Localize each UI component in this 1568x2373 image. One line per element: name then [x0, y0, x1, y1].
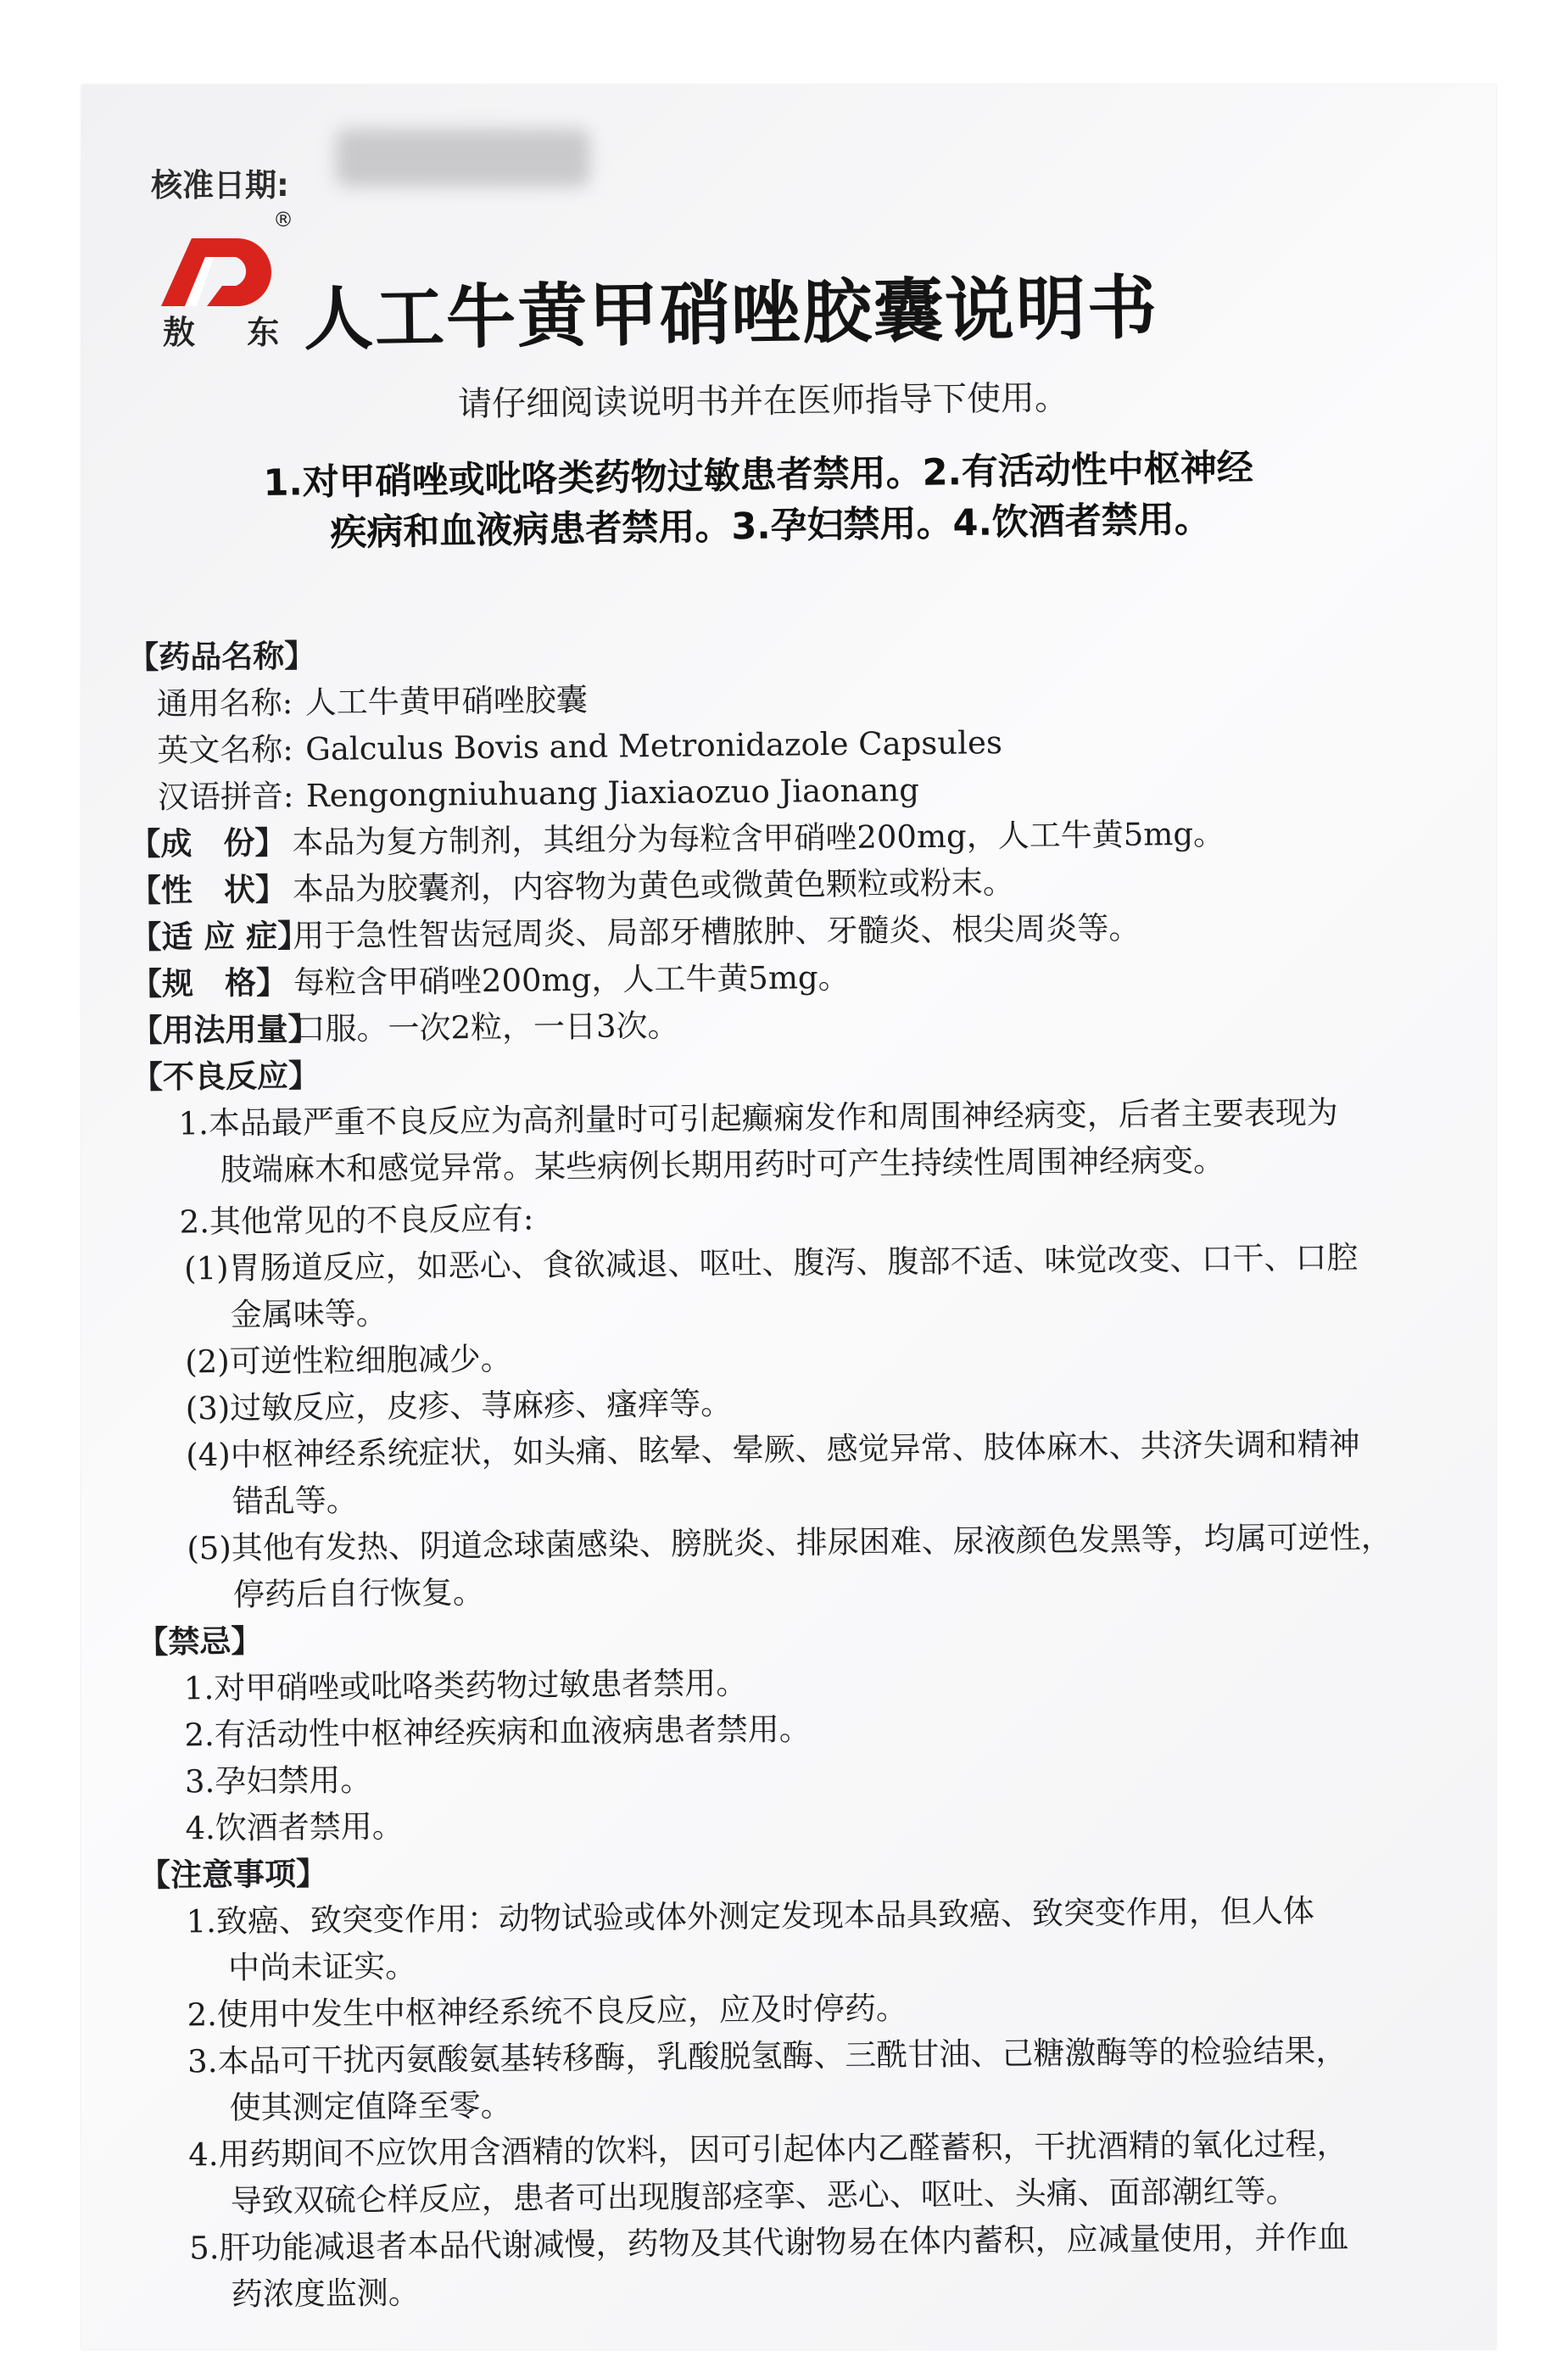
section-heading-adverse: 【不良反应】: [131, 1057, 321, 1096]
english-name-value: Galculus Bovis and Metronidazole Capsules: [305, 724, 1003, 768]
ingredients-value: 本品为复方制剂，其组分为每粒含甲硝唑200mg，人工牛黄5mg。: [292, 815, 1225, 862]
generic-name-value: 人工牛黄甲硝唑胶囊: [304, 681, 588, 721]
contraindication-warning: [263, 442, 1299, 560]
precaution-item-5: 5.肝功能减退者本品代谢减慢，药物及其代谢物易在体内蓄积，应减量使用，并作血: [189, 2219, 1349, 2267]
contra-item: 3.孕妇禁用。: [184, 1762, 372, 1801]
contra-item: 2.有活动性中枢神经疾病和血液病患者禁用。: [184, 1711, 811, 1754]
precaution-item-2: 2.使用中发生中枢神经系统不良反应，应及时停药。: [187, 1990, 908, 2034]
adverse-sub-5-cont: 停药后自行恢复。: [232, 1574, 485, 1613]
adverse-sub-2: (2)可逆性粒细胞减少。: [185, 1340, 512, 1381]
brand-name: 敖 东: [163, 314, 300, 351]
dosage-label: 【用法用量】: [131, 1010, 320, 1049]
section-heading-precautions: 【注意事项】: [138, 1855, 328, 1894]
adverse-sub-3: (3)过敏反应，皮疹、荨麻疹、瘙痒等。: [185, 1385, 733, 1427]
document-title: 人工牛黄甲硝唑胶囊说明书: [303, 267, 1159, 360]
warning-line: 疾病和血液病患者禁用。3.孕妇禁用。4.饮酒者禁用。: [330, 498, 1212, 555]
generic-name-label: 通用名称:: [156, 684, 293, 723]
leaflet-body: [127, 622, 1496, 2319]
precaution-item-5-cont: 药浓度监测。: [231, 2274, 420, 2313]
precaution-item-4: 4.用药期间不应饮用含酒精的饮料，因可引起体内乙醛蓄积，干扰酒精的氧化过程，: [188, 2125, 1348, 2174]
adverse-sub-1-cont: 金属味等。: [230, 1295, 388, 1333]
precaution-item-4-cont: 导致双硫仑样反应，患者可出现腹部痉挛、恶心、呕吐、头痛、面部潮红等。: [230, 2172, 1297, 2219]
registered-mark: ®: [273, 208, 293, 232]
precaution-item-3-cont: 使其测定值降至零。: [229, 2086, 512, 2126]
precaution-item-1-cont: 中尚未证实。: [227, 1947, 417, 1986]
brand-logo: [156, 208, 300, 352]
precaution-item-1: 1.致癌、致突变作用：动物试验或体外测定发现本品具致癌、致突变作用，但人体: [186, 1892, 1315, 1940]
contra-item: 1.对甲硝唑或吡咯类药物过敏患者禁用。: [183, 1665, 748, 1707]
leaflet-paper: [81, 85, 1496, 2349]
section-heading-drug-name: 【药品名称】: [127, 637, 316, 676]
warning-line: 1.对甲硝唑或吡咯类药物过敏患者禁用。2.有活动性中枢神经: [263, 446, 1254, 505]
specification-value: 每粒含甲硝唑200mg，人工牛黄5mg。: [293, 958, 850, 1002]
dosage-value: 口服。一次2粒，一日3次。: [293, 1007, 679, 1048]
approval-date-redacted: [336, 129, 590, 187]
indications-value: 用于急性智齿冠周炎、局部牙槽脓肿、牙髓炎、根尖周炎等。: [293, 909, 1141, 955]
adverse-item-1-cont: 肢端麻木和感觉异常。某些病例长期用药时可产生持续性周围神经病变。: [220, 1142, 1225, 1188]
specification-label: 【规 格】: [130, 964, 288, 1002]
description-value: 本品为胶囊剂，内容物为黄色或微黄色颗粒或粉末。: [292, 863, 1015, 908]
description-label: 【性 状】: [129, 871, 287, 909]
adverse-sub-5: (5)其他有发热、阴道念球菌感染、膀胱炎、排尿困难、尿液颜色发黑等，均属可逆性，: [187, 1518, 1392, 1567]
indications-label: 【适 应 症】: [130, 917, 310, 956]
section-heading-contraindications: 【禁忌】: [137, 1622, 263, 1661]
ingredients-label: 【成 份】: [129, 824, 287, 863]
document-subtitle: 请仔细阅读说明书并在医师指导下使用。: [457, 378, 1069, 424]
adverse-sub-1: (1)胃肠道反应，如恶心、食欲减退、呕吐、腹泻、腹部不适、味觉改变、口干、口腔: [183, 1239, 1359, 1287]
brand-logo-icon: [156, 235, 271, 308]
adverse-sub-4-cont: 错乱等。: [232, 1482, 359, 1520]
approval-date-label: 核准日期:: [151, 167, 289, 204]
adverse-item-2: 2.其他常见的不良反应有:: [179, 1200, 534, 1241]
contra-item: 4.饮酒者禁用。: [185, 1807, 405, 1847]
precaution-item-3: 3.本品可干扰丙氨酸氨基转移酶，乳酸脱氢酶、三酰甘油、己糖激酶等的检验结果，: [187, 2032, 1348, 2080]
pinyin-name-value: Rengongniuhuang Jiaxiaozuo Jiaonang: [305, 772, 920, 814]
pinyin-name-label: 汉语拼音:: [157, 778, 294, 816]
adverse-item-1: 1.本品最严重不良反应为高剂量时可引起癫痫发作和周围神经病变，后者主要表现为: [178, 1094, 1338, 1142]
english-name-label: 英文名称:: [157, 731, 293, 769]
adverse-sub-4: (4)中枢神经系统症状，如头痛、眩晕、晕厥、感觉异常、肢体麻木、共济失调和精神: [186, 1426, 1360, 1474]
